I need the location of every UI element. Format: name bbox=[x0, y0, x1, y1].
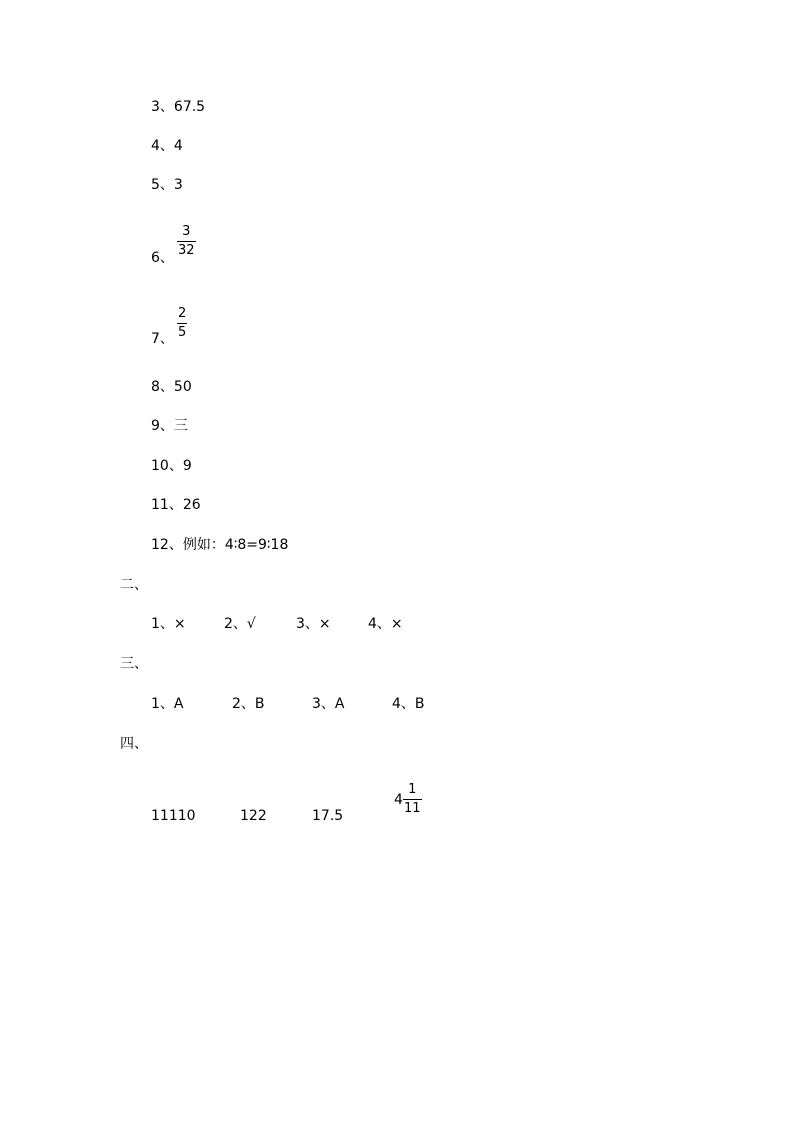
answer-9: 9、三 bbox=[151, 418, 188, 434]
answer-12: 12、例如：4∶8=9∶18 bbox=[151, 537, 289, 553]
section-2-item: 1、× bbox=[151, 616, 186, 632]
answer-8: 8、50 bbox=[151, 379, 192, 395]
section-4-title: 四、 bbox=[120, 736, 148, 752]
section-2-item: 4、× bbox=[368, 616, 403, 632]
answer-5: 5、3 bbox=[151, 177, 183, 193]
section-2-title: 二、 bbox=[120, 577, 148, 593]
section-4-item: 17.5 bbox=[312, 808, 344, 824]
answer-7-label: 7、 bbox=[151, 331, 174, 347]
section-3-item: 3、A bbox=[312, 696, 345, 712]
answer-7-fraction bbox=[177, 307, 187, 340]
section-4-item: 11110 bbox=[151, 808, 196, 824]
answer-6-fraction bbox=[177, 225, 196, 258]
mixed-number-whole: 4 bbox=[394, 792, 403, 808]
section-3-item: 2、B bbox=[232, 696, 265, 712]
answer-3: 3、67.5 bbox=[151, 99, 206, 115]
fraction-numerator: 2 bbox=[178, 306, 187, 321]
fraction-numerator: 1 bbox=[408, 782, 417, 797]
section-2-item: 3、× bbox=[296, 616, 331, 632]
answer-6-label: 6、 bbox=[151, 250, 174, 266]
fraction-bar bbox=[177, 323, 187, 324]
section-4-item: 122 bbox=[240, 808, 267, 824]
answer-4: 4、4 bbox=[151, 138, 183, 154]
fraction-denominator: 32 bbox=[178, 243, 195, 258]
fraction-numerator: 3 bbox=[182, 224, 191, 239]
section-3-item: 4、B bbox=[392, 696, 425, 712]
fraction-denominator: 5 bbox=[178, 325, 187, 340]
mixed-number-fraction bbox=[403, 783, 422, 816]
answer-10: 10、9 bbox=[151, 458, 192, 474]
section-2-item: 2、√ bbox=[224, 616, 256, 632]
section-3-title: 三、 bbox=[120, 656, 148, 672]
fraction-bar bbox=[403, 799, 422, 800]
section-3-item: 1、A bbox=[151, 696, 184, 712]
fraction-denominator: 11 bbox=[404, 801, 421, 816]
answer-11: 11、26 bbox=[151, 497, 201, 513]
fraction-bar bbox=[177, 241, 196, 242]
